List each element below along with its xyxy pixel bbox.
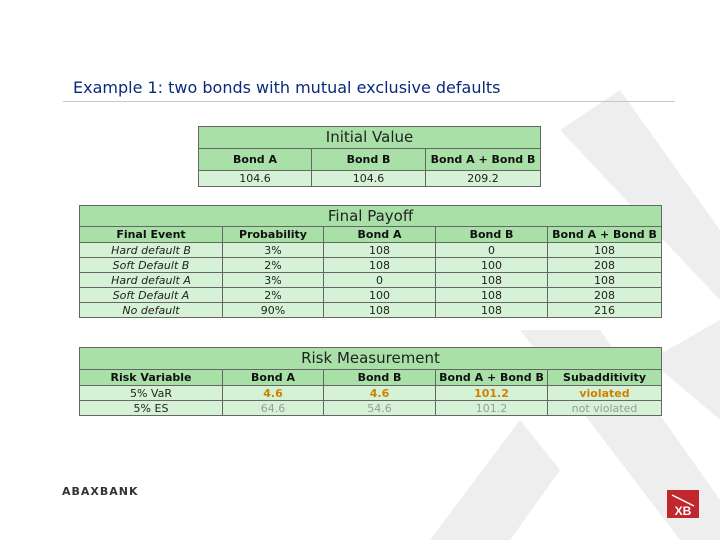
subadditivity-status: not violated [548, 401, 662, 416]
table-cell: 90% [223, 303, 324, 318]
column-header: Bond A [223, 370, 324, 386]
table-cell: 108 [324, 303, 436, 318]
table-cell: 209.2 [426, 171, 541, 187]
table-cell: 0 [324, 273, 436, 288]
column-header: Probability [223, 227, 324, 243]
event-cell: Soft Default A [80, 288, 223, 303]
table-cell: 2% [223, 258, 324, 273]
table-cell: 100 [324, 288, 436, 303]
table-cell: 101.2 [436, 386, 548, 401]
table-cell: 108 [324, 258, 436, 273]
table-cell: 3% [223, 273, 324, 288]
table-row [80, 386, 662, 401]
table-cell: 108 [436, 273, 548, 288]
column-header: Bond A + Bond B [426, 149, 541, 171]
event-cell: Hard default B [80, 243, 223, 258]
page-title: Example 1: two bonds with mutual exclusive defaults [73, 78, 501, 97]
risk-measurement-caption: Risk Measurement [80, 348, 662, 370]
table-cell: 208 [548, 258, 662, 273]
table-cell: 4.6 [223, 386, 324, 401]
table-cell: 104.6 [312, 171, 426, 187]
table-cell: 100 [436, 258, 548, 273]
column-header: Bond A + Bond B [548, 227, 662, 243]
table-cell: 2% [223, 288, 324, 303]
table-cell: 108 [436, 303, 548, 318]
initial-value-caption: Initial Value [199, 127, 541, 149]
risk-variable-cell: 5% ES [80, 401, 223, 416]
table-cell: 108 [436, 288, 548, 303]
risk-variable-cell: 5% VaR [80, 386, 223, 401]
column-header: Bond B [436, 227, 548, 243]
subadditivity-status: violated [548, 386, 662, 401]
table-row [80, 258, 662, 273]
event-cell: Hard default A [80, 273, 223, 288]
table-cell: 208 [548, 288, 662, 303]
event-cell: Soft Default B [80, 258, 223, 273]
table-row [80, 243, 662, 258]
abaxbank-logo: ABAXBANK [62, 485, 139, 498]
event-cell: No default [80, 303, 223, 318]
title-divider [63, 101, 675, 102]
column-header: Bond A + Bond B [436, 370, 548, 386]
table-cell: 54.6 [324, 401, 436, 416]
initial-value-table [198, 126, 541, 187]
risk-measurement-table [79, 347, 662, 416]
column-header: Subadditivity [548, 370, 662, 386]
table-cell: 216 [548, 303, 662, 318]
column-header: Bond B [312, 149, 426, 171]
table-cell: 3% [223, 243, 324, 258]
column-header: Final Event [80, 227, 223, 243]
table-row [80, 273, 662, 288]
table-cell: 108 [324, 243, 436, 258]
column-header: Bond B [324, 370, 436, 386]
table-row [80, 303, 662, 318]
xb-logo-text: XB [674, 504, 692, 518]
final-payoff-caption: Final Payoff [80, 206, 662, 227]
column-header: Bond A [199, 149, 312, 171]
table-cell: 101.2 [436, 401, 548, 416]
table-cell: 0 [436, 243, 548, 258]
table-cell: 104.6 [199, 171, 312, 187]
xb-logo-icon [667, 490, 699, 518]
table-row [80, 288, 662, 303]
final-payoff-table [79, 205, 662, 318]
table-cell: 108 [548, 273, 662, 288]
table-cell: 108 [548, 243, 662, 258]
column-header: Bond A [324, 227, 436, 243]
table-cell: 64.6 [223, 401, 324, 416]
table-cell: 4.6 [324, 386, 436, 401]
column-header: Risk Variable [80, 370, 223, 386]
table-row [80, 401, 662, 416]
